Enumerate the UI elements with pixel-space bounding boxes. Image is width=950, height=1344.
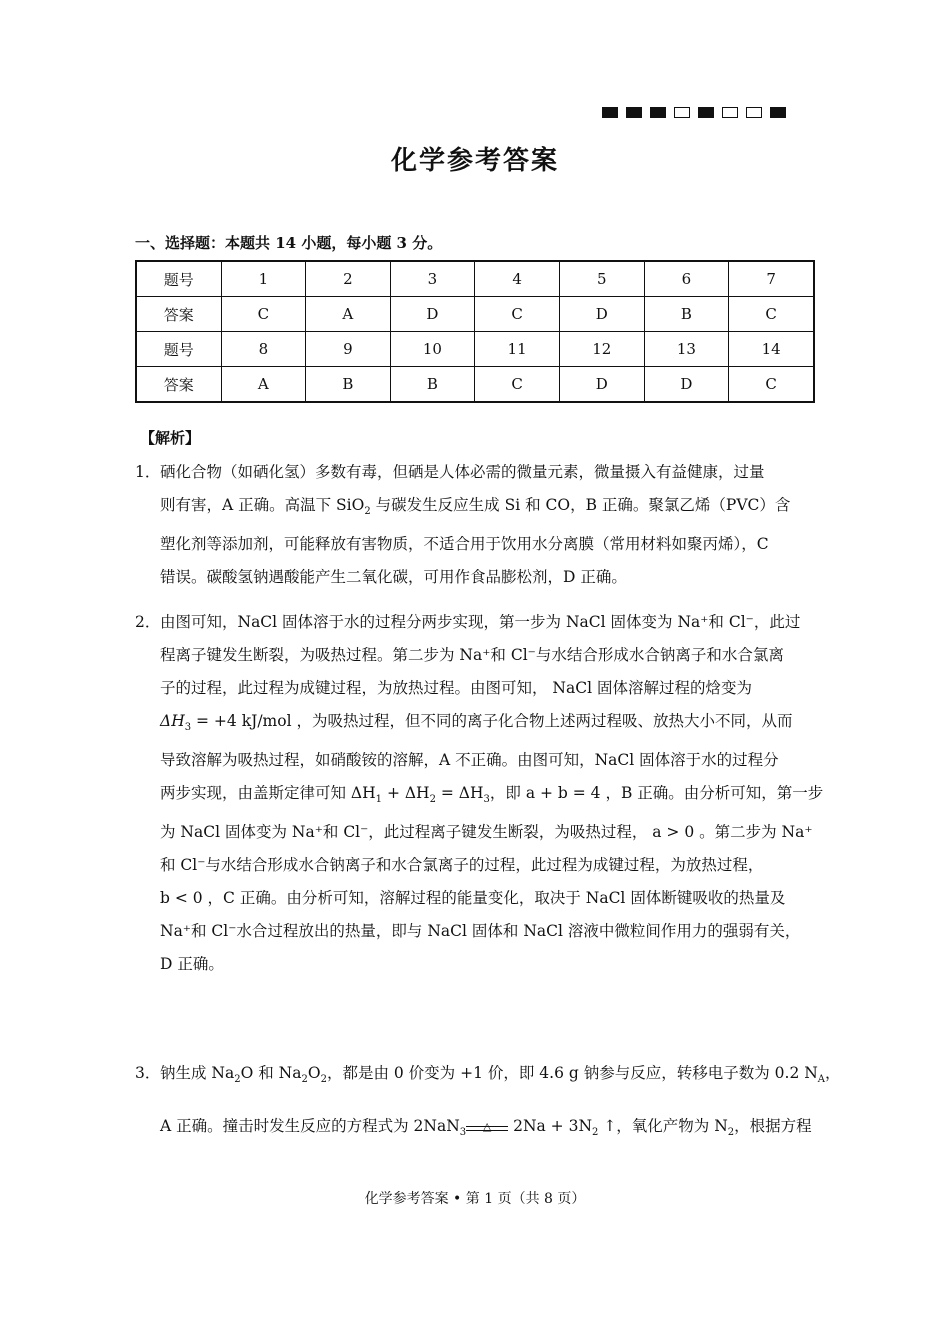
table-cell: D [390,297,475,332]
table-cell: C [475,367,560,403]
table-cell: C [475,297,560,332]
text-line: b < 0 ，C 正确。由分析可知，溶解过程的能量变化，取决于 NaCl 固体断键吸收的热量及 [160,889,786,908]
text-line: 子的过程，此过程为成键过程，为放热过程。由图可知， NaCl 固体溶解过程的焓变为 [160,679,752,697]
text-line: 塑化剂等添加剂，可能释放有害物质，不适合用于饮用水分离膜（常用材料如聚丙烯），C [160,535,769,554]
text-line: 和 Cl⁻与水结合形成水合钠离子和水合氯离子的过程，此过程为成键过程，为放热过程， [160,856,764,875]
text-line: 钠生成 $Na_2O$ 和 $Na_2O_2$，都是由 0 价变为 +1 价，即 4.6 g 钠参与反应，转移电子数为 0.2 $N_A$， [160,1064,841,1086]
table-cell: B [306,367,391,403]
page-title: 化学参考答案 [390,146,559,176]
table-cell: 10 [390,332,475,367]
table-cell: 5 [559,261,644,297]
header-mark [602,107,618,118]
text-line: 硒化合物（如硒化氢）多数有毒，但硒是人体必需的微量元素，微量摄入有益健康，过量 [160,463,765,481]
analysis-heading: 【解析】 [140,429,201,447]
table-cell: 12 [559,332,644,367]
header-mark [746,107,762,118]
header-mark [674,107,690,118]
row-header-cell: 答案 [136,297,221,332]
text-line: D 正确。 [160,955,224,974]
item-number: 2． [135,613,161,631]
text-line: 错误。碳酸氢钠遇酸能产生二氧化碳，可用作食品膨松剂，D 正确。 [160,568,627,587]
header-mark [650,107,666,118]
table-cell: D [559,367,644,403]
text-line: Na⁺和 Cl⁻水合过程放出的热量，即与 NaCl 固体和 NaCl 溶液中微粒间作用力的强弱有关， [160,922,801,941]
answer-table [135,260,815,403]
table-row [136,332,814,367]
table-cell: A [221,367,306,403]
page-footer: 化学参考答案 • 第 1 页（共 8 页） [364,1191,586,1207]
text-line: 导致溶解为吸热过程，如硝酸铵的溶解，A 不正确。由图可知，NaCl 固体溶于水的过程分 [160,751,779,770]
text-line: 为 NaCl 固体变为 Na⁺和 Cl⁻，此过程离子键发生断裂，为吸热过程， a > 0 。第二步为 Na⁺ [160,823,813,842]
table-cell: 1 [221,261,306,297]
analysis-item-3 [135,1050,841,1156]
table-cell: 11 [475,332,560,367]
table-cell: 8 [221,332,306,367]
item-number: 1． [135,463,161,481]
row-header-cell: 答案 [136,367,221,403]
header-mark [626,107,642,118]
text-line: $\Delta H_3 = +4$ kJ/mol ，为吸热过程，但不同的离子化合物上述两过程吸、放热大小不同，从而 [160,712,793,734]
text-line: A 正确。撞击时发生反应的方程式为 2NaN$_3$ △ $2Na + 3N_2$ ↑，氧化产物为 $N_2$，根据方程 [160,1117,812,1139]
table-cell: 4 [475,261,560,297]
table-row [136,297,814,332]
item-number: 3． [135,1064,161,1082]
table-row [136,261,814,297]
analysis-item-2 [135,606,824,981]
table-cell: D [644,367,729,403]
analysis-item-1 [135,456,815,594]
row-header-cell: 题号 [136,332,221,367]
table-cell: 14 [729,332,814,367]
table-cell: B [390,367,475,403]
table-cell: 7 [729,261,814,297]
table-cell: A [306,297,391,332]
text-line: 两步实现，由盖斯定律可知 $\Delta H_1 + \Delta H_2 = \Delta H_3$，即 a + b = 4 ，B 正确。由分析可知，第一步 [160,784,824,806]
table-cell: C [729,367,814,403]
table-cell: D [559,297,644,332]
table-cell: C [729,297,814,332]
header-mark [770,107,786,118]
table-cell: 2 [306,261,391,297]
table-cell: 6 [644,261,729,297]
text-line: 程离子键发生断裂，为吸热过程。第二步为 Na⁺和 Cl⁻与水结合形成水合钠离子和水合氯离 [160,646,784,664]
header-marks [602,107,786,118]
table-cell: B [644,297,729,332]
table-cell: C [221,297,306,332]
table-cell: 3 [390,261,475,297]
section-heading: 一、选择题：本题共 14 小题，每小题 3 分。 [135,234,443,252]
table-cell: 9 [306,332,391,367]
header-mark [722,107,738,118]
header-mark [698,107,714,118]
text-line: 由图可知，NaCl 固体溶于水的过程分两步实现，第一步为 NaCl 固体变为 Na⁺和 Cl⁻，此过 [160,613,801,631]
table-cell: 13 [644,332,729,367]
text-line: 则有害，A 正确。高温下 SiO$_2$ 与碳发生反应生成 Si 和 CO，B 正确。聚氯乙烯（PVC）含 [160,496,791,518]
table-row [136,367,814,403]
row-header-cell: 题号 [136,261,221,297]
heating-equals-sign: △ [466,1118,508,1131]
